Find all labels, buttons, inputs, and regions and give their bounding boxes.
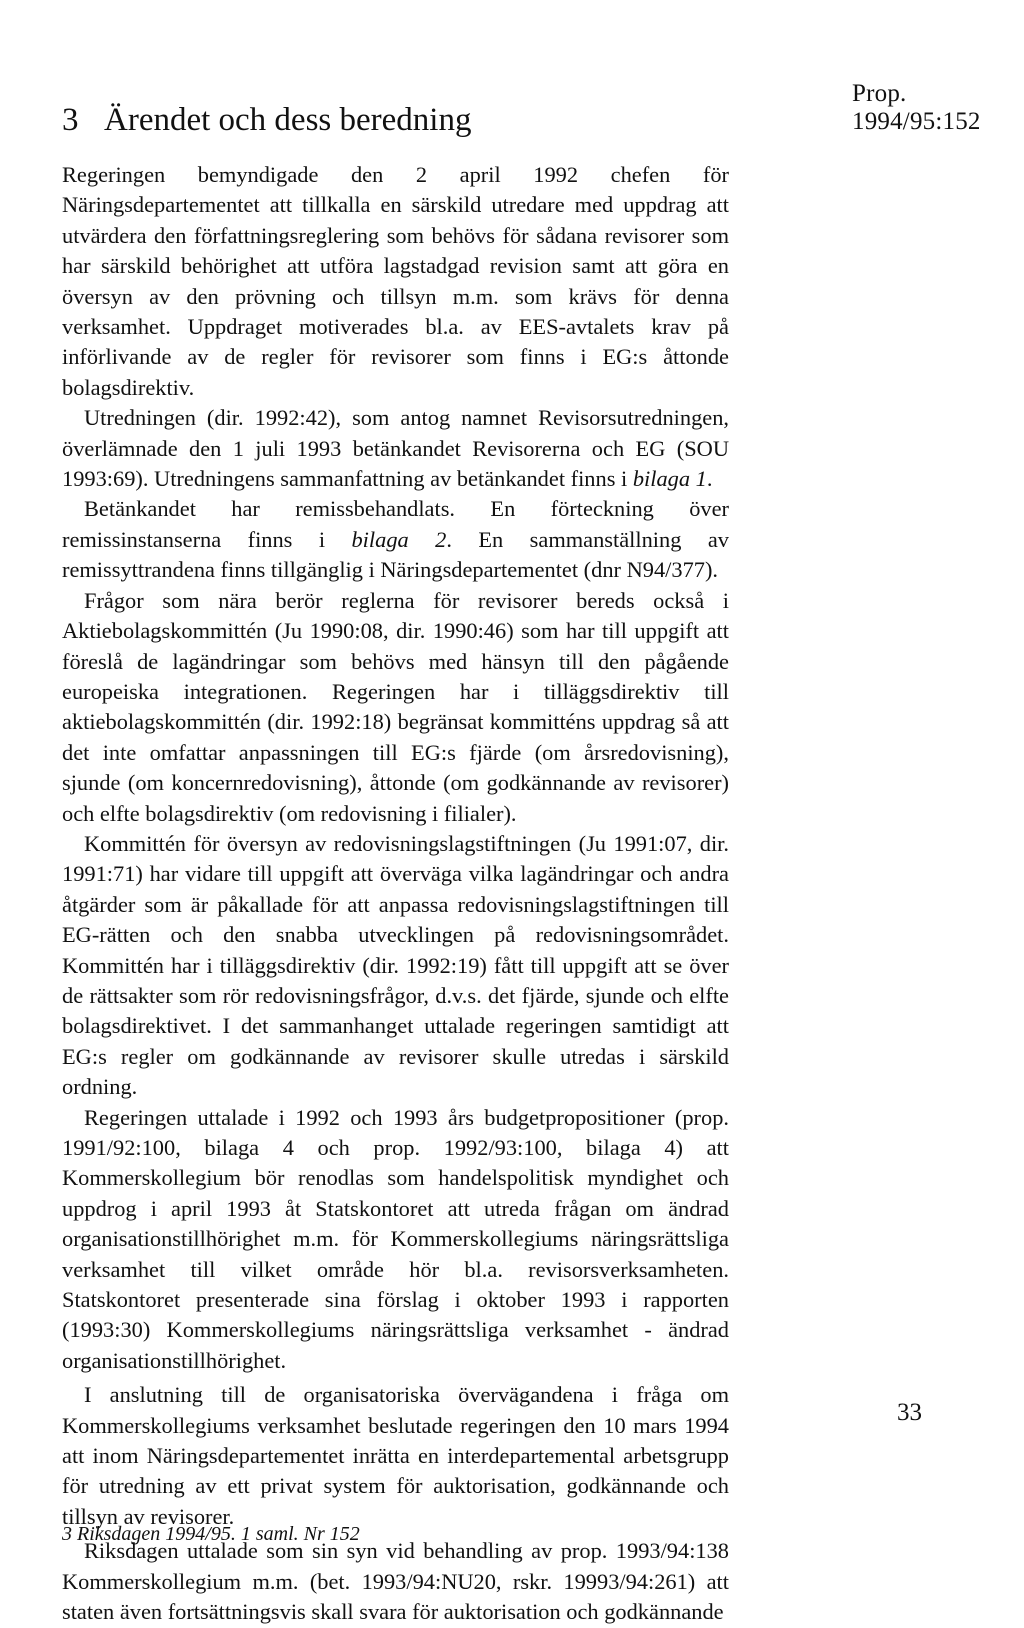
- paragraph-2-text: Utredningen (dir. 1992:42), som antog namnet Revisorsutredningen, överlämnade den 1 juli 1993 betänkandet Revisorerna och EG (SOU 1993:69). Utredningens sammanfattning av betänkandet finns i: [62, 405, 729, 492]
- page-number: 33: [897, 1399, 922, 1426]
- paragraph-3: [62, 494, 729, 585]
- chapter-title: Ärendet och dess beredning: [104, 102, 472, 138]
- paragraph-6-text: Regeringen uttalade i 1992 och 1993 års budgetpropositioner (prop. 1991/92:100, bilaga 4 och prop. 1992/93:100, bilaga 4) att Kommerskollegium bör renodlas som handelspolitisk myndighet och uppdrog i april 1993 åt Statskontoret att utreda frågan om ändrad organisationstillhörighet m.m. för Kommerskollegiums näringsrättsliga verksamhet till vilket område hör bl.a. revisorsverksamheten. Statskontoret presenterade sina förslag i oktober 1993 i rapporten (1993:30) Kommerskollegiums näringsrättsliga verksamhet - ändrad organisationstillhörighet.: [62, 1104, 729, 1373]
- body-text: [62, 160, 729, 1628]
- paragraph-5: [62, 829, 729, 1103]
- chapter-number: 3: [62, 102, 79, 138]
- paragraph-2-emphasis: bilaga 1: [632, 466, 707, 492]
- footer-note: 3 Riksdagen 1994/95. 1 saml. Nr 152: [62, 1523, 360, 1545]
- paragraph-3-emphasis: bilaga 2: [351, 526, 447, 552]
- paragraph-5-text: Kommittén för översyn av redovisningslagstiftningen (Ju 1991:07, dir. 1991:71) har vidare till uppgift att överväga vilka lagändringar och andra åtgärder som är påkallade för att anpassa redovisningslagstiftningen till EG-rätten och den snabba utvecklingen på redovisningsområdet. Kommittén har i tilläggsdirektiv (dir. 1992:19) fått till uppgift att se över de rättsakter som rör redovisningsfrågor, d.v.s. det fjärde, sjunde och elfte bolagsdirektivet. I det sammanhanget uttalade regeringen samtidigt att EG:s regler om godkännande av revisorer skulle utredas i särskild ordning.: [62, 830, 729, 1100]
- paragraph-7-text: I anslutning till de organisatoriska övervägandena i fråga om Kommerskollegiums verksamhet beslutade regeringen den 10 mars 1994 att inom Näringsdepartementet inrätta en interdepartemental arbetsgrupp för utredning av ett privat system för auktorisation, godkännande och tillsyn av revisorer.: [62, 1382, 729, 1529]
- paragraph-3-tail: . En sammanställning av remissyttrandena finns tillgänglig i Näringsdepartementet (dnr N94/377).: [62, 526, 729, 583]
- paragraph-2-tail: .: [706, 466, 713, 492]
- paragraph-3-text: Betänkandet har remissbehandlats. En förteckning över remissinstanserna finns i: [62, 496, 729, 552]
- paragraph-8: [62, 1536, 729, 1627]
- paragraph-4-text: Frågor som nära berör reglerna för revisorer bereds också i Aktiebolagskommittén (Ju 1990:08, dir. 1990:46) som har till uppgift att föreslå de lagändringar som behövs med hänsyn till den pågående europeiska integrationen. Regeringen har i tilläggsdirektiv till aktiebolagskommittén (dir. 1992:18) begränsat kommitténs uppdrag så att det inte omfattar anpassningen till EG:s fjärde (om årsredovisning), sjunde (om koncernredovisning), åttonde (om godkännande av revisorer) och elfte bolagsdirektiv (om redovisning i filialer).: [62, 587, 729, 826]
- paragraph-4: [62, 586, 729, 829]
- paragraph-6: [62, 1103, 729, 1377]
- paragraph-2: [62, 403, 729, 494]
- paragraph-7: [62, 1380, 729, 1532]
- paragraph-1: [62, 160, 729, 403]
- prop-reference: Prop. 1994/95:152: [852, 80, 981, 135]
- paragraph-8-text: Riksdagen uttalade som sin syn vid behandling av prop. 1993/94:138 Kommerskollegium m.m. (bet. 1993/94:NU20, rskr. 19993/94:261) att staten även fortsättningsvis skall svara för auktorisation och godkännande: [62, 1538, 729, 1625]
- chapter-heading: [62, 102, 471, 139]
- paragraph-1-text: Regeringen bemyndigade den 2 april 1992 chefen för Näringsdepartementet att tillkalla en särskild utredare med uppdrag att utvärdera den författningsreglering som behövs för sådana revisorer som har särskild behörighet att utföra lagstadgad revision samt att göra en översyn av den prövning och tillsyn m.m. som krävs för denna verksamhet. Uppdraget motiverades bl.a. av EES-avtalets krav på införlivande av de regler för revisorer som finns i EG:s åttonde bolagsdirektiv.: [62, 162, 729, 400]
